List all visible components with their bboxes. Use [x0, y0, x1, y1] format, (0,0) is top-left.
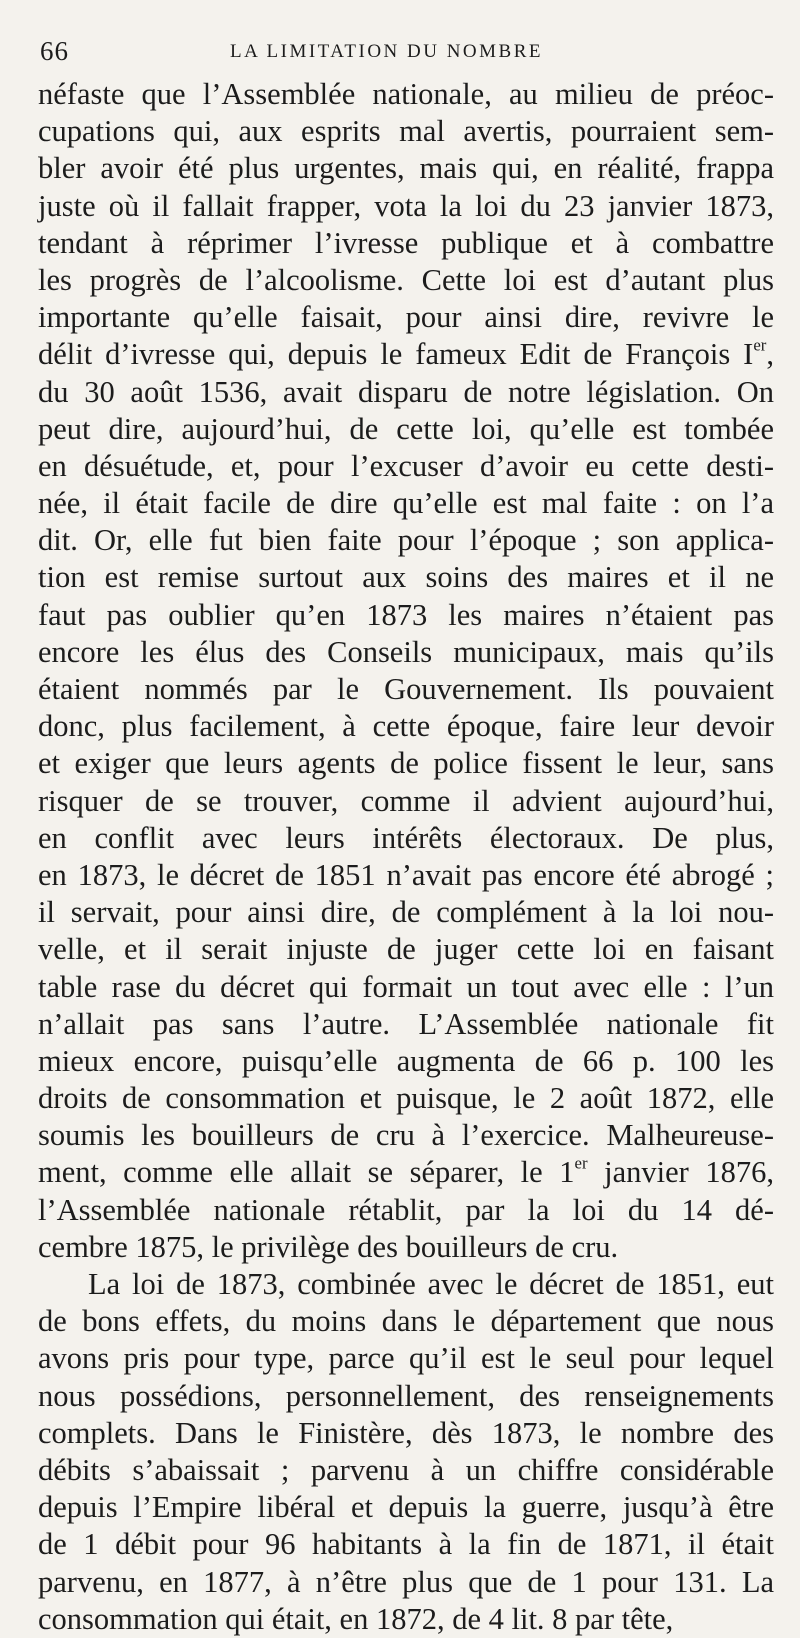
- text-line: en 1873, le décret de 1851 n’avait pas encore été abrogé ;: [38, 857, 774, 892]
- page-number: 66: [40, 36, 69, 66]
- text-line: juste où il fallait frapper, vota la loi du 23 janvier 1873,: [38, 188, 774, 223]
- text-line: l’Assemblée nationale rétablit, par la loi du 14 dé-: [38, 1192, 774, 1227]
- text-line: importante qu’elle faisait, pour ainsi dire, revivre le: [38, 300, 774, 335]
- text-line: dit. Or, elle fut bien faite pour l’époque ; son applica-: [38, 523, 774, 558]
- paragraph: [38, 1266, 774, 1638]
- text-line: faut pas oublier qu’en 1873 les maires n’étaient pas: [38, 597, 774, 632]
- text-line: n’allait pas sans l’autre. L’Assemblée nationale fit: [38, 1006, 774, 1041]
- text-line: en désuétude, et, pour l’excuser d’avoir eu cette desti-: [38, 448, 774, 483]
- text-line: née, il était facile de dire qu’elle est mal faite : on l’a: [38, 486, 774, 521]
- text-line: La loi de 1873, combinée avec le décret de 1851, eut: [88, 1267, 774, 1301]
- text-line: depuis l’Empire libéral et depuis la guerre, jusqu’à être: [38, 1490, 774, 1525]
- text-line: soumis les bouilleurs de cru à l’exercice. Malheureuse-: [38, 1118, 774, 1153]
- text-line: ment, comme elle allait se séparer, le 1er janvier 1876,: [38, 1154, 774, 1190]
- text-line: tion est remise surtout aux soins des maires et il ne: [38, 560, 774, 595]
- body-text: [38, 76, 774, 1638]
- text-line: de 1 débit pour 96 habitants à la fin de 1871, il était: [38, 1527, 774, 1562]
- text-line: parvenu, en 1877, à n’être plus que de 1 pour 131. La: [38, 1564, 774, 1599]
- text-line: nous possédions, personnellement, des renseignements: [38, 1378, 774, 1413]
- text-line: tendant à réprimer l’ivresse publique et à combattre: [38, 225, 774, 260]
- text-line: velle, et il serait injuste de juger cette loi en faisant: [38, 932, 774, 967]
- text-line: néfaste que l’Assemblée nationale, au milieu de préoc-: [38, 77, 774, 111]
- text-line: table rase du décret qui formait un tout avec elle : l’un: [38, 969, 774, 1004]
- text-line: mieux encore, puisqu’elle augmenta de 66 p. 100 les: [38, 1043, 774, 1078]
- text-line: consommation qui était, en 1872, de 4 lit. 8 par tête,: [38, 1601, 674, 1636]
- text-line: et exiger que leurs agents de police fissent le leur, sans: [38, 746, 774, 781]
- text-line: les progrès de l’alcoolisme. Cette loi est d’autant plus: [38, 262, 774, 297]
- text-line: du 30 août 1536, avait disparu de notre législation. On: [38, 374, 774, 409]
- text-line: donc, plus facilement, à cette époque, faire leur devoir: [38, 709, 774, 744]
- running-title: LA LIMITATION DU NOMBRE: [230, 41, 543, 62]
- text-line: complets. Dans le Finistère, dès 1873, le nombre des: [38, 1415, 774, 1450]
- text-line: avons pris pour type, parce qu’il est le seul pour lequel: [38, 1341, 774, 1376]
- text-line: cupations qui, aux esprits mal avertis, pourraient sem-: [38, 114, 774, 149]
- text-line: encore les élus des Conseils municipaux, mais qu’ils: [38, 634, 774, 669]
- text-line: risquer de se trouver, comme il advient aujourd’hui,: [38, 783, 774, 818]
- text-line: délit d’ivresse qui, depuis le fameux Edit de François Ier,: [38, 335, 774, 372]
- text-line: débits s’abaissait ; parvenu à un chiffre considérable: [38, 1452, 774, 1487]
- text-line: cembre 1875, le privilège des bouilleurs de cru.: [38, 1229, 619, 1264]
- text-line: en conflit avec leurs intérêts électoraux. De plus,: [38, 820, 774, 855]
- paragraph: [38, 76, 774, 1266]
- text-line: étaient nommés par le Gouvernement. Ils pouvaient: [38, 672, 774, 706]
- text-line: bler avoir été plus urgentes, mais qui, en réalité, frappa: [38, 151, 774, 186]
- text-line: il servait, pour ainsi dire, de complément à la loi nou-: [38, 895, 774, 930]
- text-line: peut dire, aujourd’hui, de cette loi, qu’elle est tombée: [38, 411, 774, 446]
- text-line: de bons effets, du moins dans le département que nous: [38, 1304, 774, 1339]
- page-header: [40, 36, 770, 72]
- text-line: droits de consommation et puisque, le 2 août 1872, elle: [38, 1081, 774, 1116]
